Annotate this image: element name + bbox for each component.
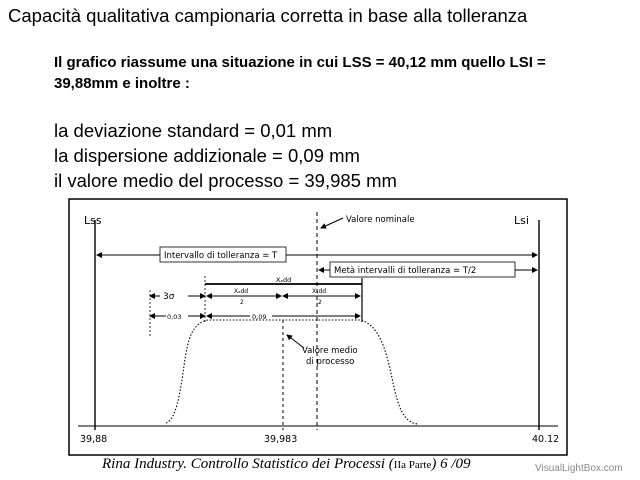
axis-value-mid: 39,983 (264, 434, 298, 445)
bullet-list (54, 118, 397, 193)
lss-label: Lss (84, 214, 102, 227)
lsi-label: Lsi (514, 214, 529, 227)
footer-page-tail: 09 (455, 456, 471, 472)
bullet-item: la deviazione standard = 0,01 mm (54, 120, 333, 141)
watermark: VisualLightBox.com (535, 463, 623, 474)
process-mean-label-1: Valore medio (302, 346, 358, 356)
dim-003-label: 0,03 (167, 313, 182, 321)
process-mean-label-2: di processo (306, 357, 355, 367)
footer-text-end: ) 6 / (431, 456, 456, 472)
slide-subtitle: Il grafico riassume una situazione in cui LSS = 40,12 mm quello LSI = 39,88mm e inoltre : (54, 54, 546, 92)
tolerance-interval-label: Intervallo di tolleranza = T (164, 251, 278, 261)
three-sigma-label: 3σ (163, 292, 175, 302)
x-add-half2-den: 2 (318, 299, 322, 306)
x-add-half2-num: Xₐdd (312, 288, 327, 295)
slide-title: Capacità qualitativa campionaria corretta in base alla tolleranza (8, 5, 528, 26)
footer-text: Rina Industry. Controllo Statistico dei Processi ( (102, 456, 394, 472)
x-add-label: Xₐdd (276, 276, 292, 284)
diagram-frame (69, 199, 567, 455)
footer-part: IIa Parte (393, 459, 432, 471)
dim-009-label: 0,09 (252, 313, 267, 321)
axis-value-left: 39,88 (80, 434, 108, 445)
tolerance-diagram (68, 198, 568, 456)
x-add-half-num: Xₐdd (234, 288, 249, 295)
slide-footer (102, 456, 471, 473)
bullet-item: la dispersione addizionale = 0,09 mm (54, 145, 360, 166)
axis-value-right: 40.12 (532, 434, 560, 445)
bullet-item: il valore medio del processo = 39,985 mm (54, 170, 397, 191)
x-add-half-den: 2 (240, 299, 244, 306)
half-tolerance-label: Metà intervalli di tolleranza = T/2 (334, 266, 477, 276)
nominal-value-label: Valore nominale (346, 215, 415, 225)
